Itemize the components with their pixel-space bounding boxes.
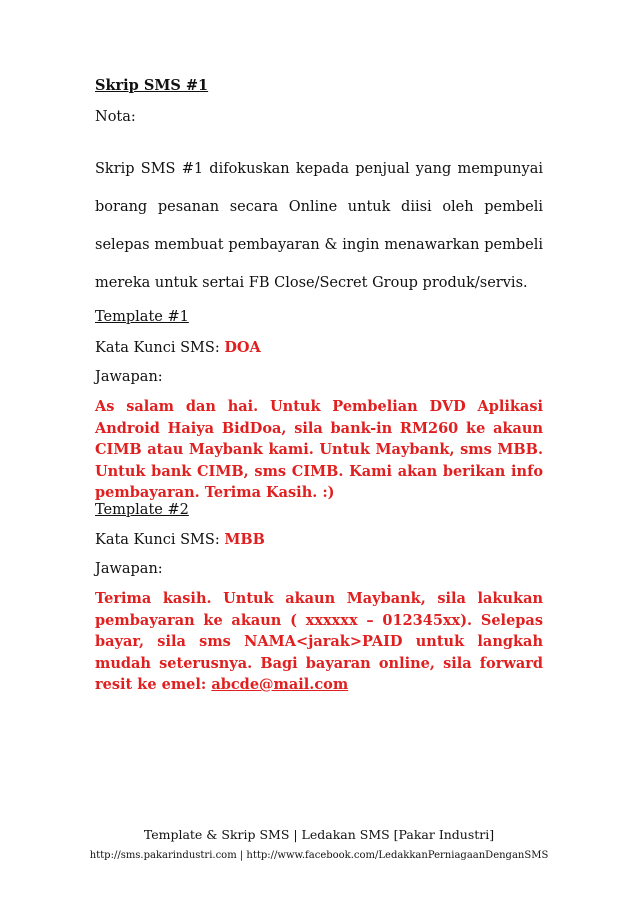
document-title: Skrip SMS #1 — [95, 77, 209, 94]
template-1-heading: Template #1 — [95, 309, 189, 325]
template-1-answer-label: Jawapan: — [95, 369, 163, 385]
template-2-answer-label: Jawapan: — [95, 561, 163, 577]
footer-links: http://sms.pakarindustri.com | http://www.facebook.com/LedakkanPerniagaanDenganSMS — [89, 850, 549, 861]
note-label: Nota: — [95, 109, 136, 125]
template-1-reply: As salam dan hai. Untuk Pembelian DVD Aplikasi Android Haiya BidDoa, sila bank-in RM260 ke akaun CIMB atau Maybank kami. Untuk Maybank, sms MBB. Untuk bank CIMB, sms CIMB. Kami akan berikan info pembayaran. Terima Kasih. :) — [95, 398, 543, 501]
template-2-reply-text: Terima kasih. Untuk akaun Maybank, sila lakukan pembayaran ke akaun ( xxxxxx – 012345xx). Selepas bayar, sila sms NAMA<jarak>PAID untuk langkah mudah seterusnya. Bagi bayaran online, sila forward resit ke emel: — [95, 590, 543, 693]
footer-title: Template & Skrip SMS | Ledakan SMS [Pakar Industri] — [143, 827, 495, 842]
note-text: Skrip SMS #1 difokuskan kepada penjual yang mempunyai borang pesanan secara Online untuk diisi oleh pembeli selepas membuat pembayaran & ingin menawarkan pembeli mereka untuk sertai FB Close/Secret Group produk/servis. — [95, 161, 543, 291]
template-2-reply — [95, 588, 543, 696]
template-2-heading: Template #2 — [95, 502, 189, 518]
template-2-keyword: MBB — [224, 531, 265, 548]
template-2-keyword-line — [95, 531, 265, 548]
template-1-keyword: DOA — [224, 339, 261, 356]
keyword-label: Kata Kunci SMS: — [95, 532, 225, 548]
email-link[interactable]: abcde@mail.com — [211, 676, 349, 693]
template-1-keyword-line — [95, 339, 261, 356]
keyword-label: Kata Kunci SMS: — [95, 340, 225, 356]
